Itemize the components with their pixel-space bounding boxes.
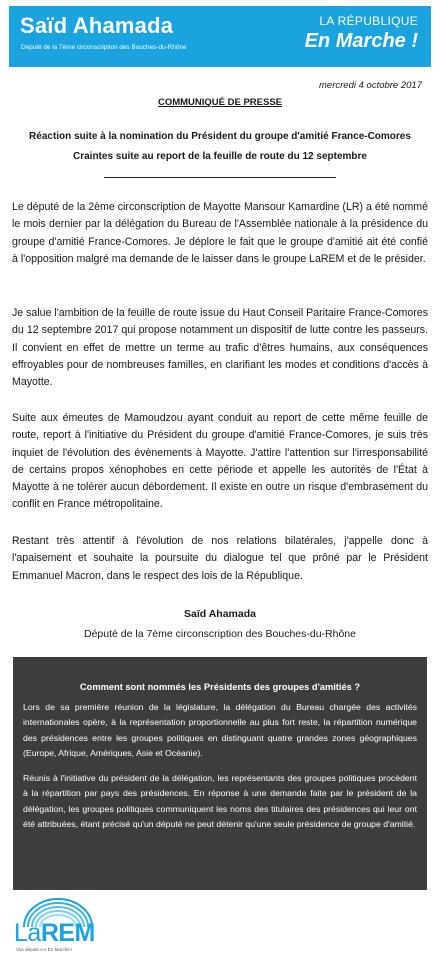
signature-role: Député de la 7ème circonscription des Bouches-du-Rhône — [84, 628, 356, 640]
body-paragraph: Restant très attentif à l'évolution de nos relations bilatérales, j'appelle donc à l'apaisement et souhaite la poursuite du dialogue tel que prôné par le Président Emmanuel Macron, dans le respect des lois de la République. — [12, 535, 428, 582]
info-box-paragraph: Réunis à l'initiative du président de la délégation, les représentants des groupes politiques procèdent à la répartition par pays des présidences. En réponse à une demande faite par le président de la délégation, les groupes politiques communiquent les noms des titulaires des présidences qui leur ont été attribuées, étant précisé qu'un député ne peut détenir qu'une seule présidence de groupe d'amitié. — [23, 773, 417, 830]
info-box-title: Comment sont nommés les Présidents des groupes d'amitiés ? — [79, 682, 361, 692]
communique-label: COMMUNIQUÉ DE PRESSE — [157, 97, 283, 108]
headline-line1: Réaction suite à la nomination du Président du groupe d'amitié France-Comores — [29, 131, 411, 142]
wordmark-rem: REM — [40, 919, 95, 947]
larem-wordmark — [14, 919, 95, 948]
headline-divider — [104, 177, 336, 178]
body-paragraph: Le député de la 2ème circonscription de Mayotte Mansour Kamardine (LR) a été nommé le mois dernier par la délégation du Bureau de l'Assemblée nationale à la présidence du groupe d'amitié France-Comores. Je déplore le fait que le groupe d'amitié ait été confié à l'opposition malgré ma demande de le laisser dans le groupe LaREM et de le présider. — [12, 201, 428, 265]
author-subtitle: Député de la 7ème circonscription des Bouches-du-Rhône — [21, 44, 187, 51]
larem-logo — [12, 897, 112, 957]
party-name-line1: LA RÉPUBLIQUE — [319, 14, 418, 28]
signature-name: Saïd Ahamada — [184, 608, 256, 620]
wordmark-la: La — [14, 919, 41, 947]
header-banner — [9, 6, 431, 67]
author-name: Saïd Ahamada — [20, 13, 174, 38]
info-box-paragraph: Lors de sa première réunion de la législature, la délégation du Bureau chargée des activités internationales opère, à la représentation proportionnelle au plus fort reste, la répartition numérique des présidences entre les groupes politiques en distinguant quatre grandes zones géographiques (Europe, Afrique, Amériques, Asie et Océanie). — [23, 702, 417, 759]
headline-line2: Craintes suite au report de la feuille de route du 12 septembre — [73, 151, 367, 162]
party-name-line2: En Marche ! — [304, 30, 418, 52]
body-paragraph: Suite aux émeutes de Mamoudzou ayant conduit au report de cette même feuille de route, report à l'initiative du Président du groupe d'amitié France-Comores, je suis très inquiet de l'évolution des évènements à Mayotte. J'attire l'attention sur l'irresponsabilité de certains propos xénophobes en cette période et appelle les autorités de l'État à Mayotte à ne tolérer aucun débordement. Il existe en outre un risque d'embrasement du conflit en France métropolitaine. — [12, 412, 428, 511]
larem-tagline: Vos député.e.s En Marche ! — [16, 947, 73, 952]
body-paragraph: Je salue l'ambition de la feuille de route issue du Haut Conseil Paritaire France-Comores du 12 septembre 2017 qui propose notamment un dispositif de lutte contre les passeurs. Il convient en effet de mettre un terme au trafic d'êtres humains, aux conséquences effroyables pour de nombreuses familles, en clarifiant les modes et conditions d'accès à Mayotte. — [12, 307, 428, 389]
press-date: mercredi 4 octobre 2017 — [319, 80, 422, 91]
info-box — [13, 657, 427, 890]
